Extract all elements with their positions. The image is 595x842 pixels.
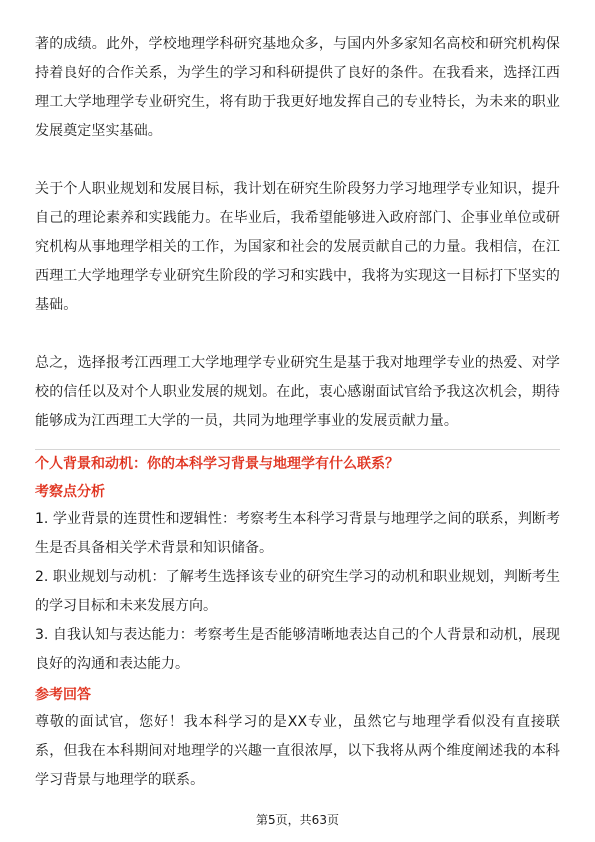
page-number-footer: 第5页，共63页 <box>256 813 339 827</box>
interview-question: 个人背景和动机：你的本科学习背景与地理学有什么联系？ <box>35 456 399 472</box>
body-paragraph: 著的成绩。此外，学校地理学科研究基地众多，与国内外多家知名高校和研究机构保持着良好的合作关系，为学生的学习和科研提供了良好的条件。在我看来，选择江西理工大学地理学专业研究生，将有助于我更好地发挥自己的专业特长，为未来的职业发展奠定坚实基础。 <box>35 36 560 139</box>
analysis-item: 3. 自我认知与表达能力：考察考生是否能够清晰地表达自己的个人背景和动机，展现良好的沟通和表达能力。 <box>35 627 560 672</box>
body-paragraph: 总之，选择报考江西理工大学地理学专业研究生是基于我对地理学专业的热爱、对学校的信任以及对个人职业发展的规划。在此，衷心感谢面试官给予我这次机会，期待能够成为江西理工大学的一员，共同为地理学事业的发展贡献力量。 <box>35 355 560 429</box>
paragraph-gap <box>35 146 560 175</box>
document-page <box>35 30 560 795</box>
answer-heading: 参考回答 <box>35 687 91 703</box>
analysis-heading: 考察点分析 <box>35 484 105 500</box>
answer-text: 尊敬的面试官，您好！我本科学习的是XX专业，虽然它与地理学看似没有直接联系，但我在本科期间对地理学的兴趣一直很浓厚，以下我将从两个维度阐述我的本科学习背景与地理学的联系。 <box>35 714 560 788</box>
paragraph-gap <box>35 320 560 349</box>
analysis-item: 2. 职业规划与动机：了解考生选择该专业的研究生学习的动机和职业规划，判断考生的学习目标和未来发展方向。 <box>35 569 560 614</box>
body-paragraph: 关于个人职业规划和发展目标，我计划在研究生阶段努力学习地理学专业知识，提升自己的理论素养和实践能力。在毕业后，我希望能够进入政府部门、企事业单位或研究机构从事地理学相关的工作，为国家和社会的发展贡献自己的力量。我相信，在江西理工大学地理学专业研究生阶段的学习和实践中，我将为实现这一目标打下坚实的基础。 <box>35 181 560 313</box>
analysis-item: 1. 学业背景的连贯性和逻辑性：考察考生本科学习背景与地理学之间的联系，判断考生是否具备相关学术背景和知识储备。 <box>35 511 560 556</box>
